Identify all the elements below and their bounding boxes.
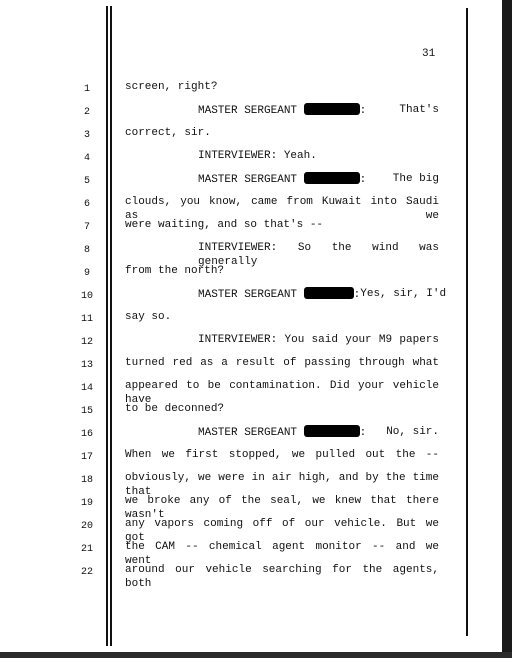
line-number: 4 (83, 153, 90, 164)
transcript-line: correct, sir. (125, 127, 211, 139)
line-number: 9 (83, 268, 90, 279)
transcript-line: INTERVIEWER: So the wind was generally (198, 242, 439, 268)
redaction-bar (304, 103, 360, 115)
transcript-line: to be deconned? (125, 403, 225, 415)
line-number: 11 (80, 314, 93, 325)
line-number: 6 (83, 199, 90, 210)
line-number: 1 (83, 84, 90, 95)
line-number: 21 (80, 544, 93, 555)
speaker-line (198, 425, 439, 440)
line-number: 3 (83, 130, 90, 141)
transcript-line: INTERVIEWER: Yeah. (198, 150, 317, 162)
transcript-line: appeared to be contamination. Did your vehicle have (125, 380, 439, 406)
line-number: 19 (80, 498, 93, 509)
scan-edge-bottom (0, 652, 512, 658)
transcript-line: the CAM -- chemical agent monitor -- and we went (125, 541, 439, 567)
line-number: 22 (80, 567, 93, 578)
line-number: 16 (80, 429, 93, 440)
redaction-bar (304, 172, 360, 184)
line-number: 17 (80, 452, 93, 463)
page-number: 31 (422, 48, 436, 60)
transcript-line: clouds, you know, came from Kuwait into Saudi as we (125, 196, 439, 222)
colon: : (359, 427, 367, 439)
transcript-line: we broke any of the seal, we knew that there wasn't (125, 495, 439, 521)
colon: : (359, 105, 367, 117)
line-number: 7 (83, 222, 90, 233)
speaker-label: MASTER SERGEANT (198, 105, 298, 117)
speaker-line (198, 287, 447, 302)
left-margin-rule (110, 6, 112, 646)
speech-text: No, sir. (386, 426, 439, 438)
transcript-line: from the north? (125, 265, 225, 277)
line-number: 8 (83, 245, 90, 256)
scan-edge-right (502, 0, 512, 658)
line-number: 10 (80, 291, 93, 302)
line-number: 20 (80, 521, 93, 532)
transcript-line: were waiting, and so that's -- (125, 219, 324, 231)
transcript-line: obviously, we were in air high, and by the time that (125, 472, 439, 498)
speaker-line (198, 172, 439, 187)
line-number: 2 (83, 107, 90, 118)
colon: : (353, 289, 361, 301)
transcript-line: around our vehicle searching for the agents, both (125, 564, 439, 590)
speech-text: That's (399, 104, 439, 116)
line-number: 18 (80, 475, 93, 486)
redaction-bar (304, 287, 354, 299)
line-number: 14 (80, 383, 93, 394)
line-number: 13 (80, 360, 93, 371)
transcript-line: screen, right? (125, 81, 218, 93)
speaker-line (198, 103, 439, 118)
line-number: 5 (83, 176, 90, 187)
line-number: 12 (80, 337, 93, 348)
transcript-line: turned red as a result of passing through what (125, 357, 439, 369)
speech-text: The big (392, 173, 439, 185)
speech-text: Yes, sir, I'd (360, 288, 447, 300)
colon: : (359, 174, 367, 186)
speaker-label: MASTER SERGEANT (198, 289, 298, 301)
speaker-label: MASTER SERGEANT (198, 174, 298, 186)
transcript-line: INTERVIEWER: You said your M9 papers (198, 334, 439, 346)
redaction-bar (304, 425, 360, 437)
transcript-line: any vapors coming off of our vehicle. But we got (125, 518, 439, 544)
right-margin-rule (466, 8, 468, 636)
left-margin-rule (106, 6, 108, 646)
line-number: 15 (80, 406, 93, 417)
speaker-label: MASTER SERGEANT (198, 427, 298, 439)
transcript-line: When we first stopped, we pulled out the -- (125, 449, 439, 461)
transcript-line: say so. (125, 311, 172, 323)
